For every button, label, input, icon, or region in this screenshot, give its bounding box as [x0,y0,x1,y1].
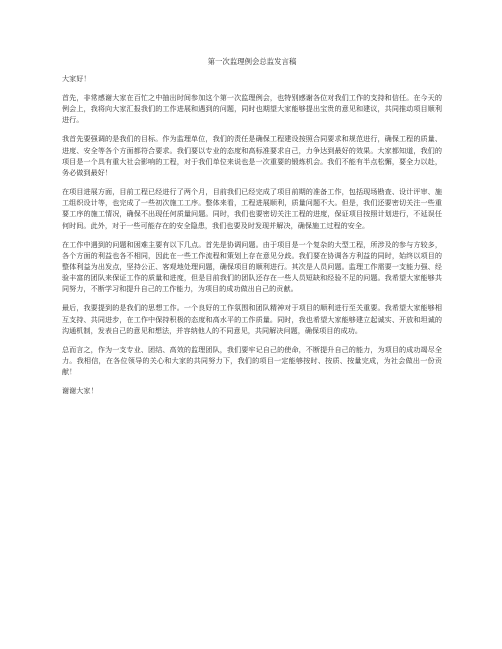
intro-paragraph: 首先，非常感谢大家在百忙之中抽出时间参加这个第一次监理例会，也特别感谢各位对我们工作的支持和信任。在今天的例会上，我将向大家汇报我们的工作进展和遇到的问题，同时也期望大家能够提出宝贵的意见和建议，共同推动项目顺利进行。 [62,93,442,125]
goals-paragraph: 我首先要强调的是我们的目标。作为监理单位，我们的责任是确保工程建设按照合同要求和规范进行，确保工程的质量、进度、安全等各个方面都符合要求。我们要以专业的态度和高标准要求自己，力争达到最好的效果。大家都知道，我们的项目是一个具有重大社会影响的工程，对于我们单位来说也是一次重要的锻炼机会。我们不能有半点松懈，要全力以赴，务必做到最好！ [62,134,442,178]
closing-paragraph: 谢谢大家！ [62,386,98,396]
document-page [62,56,442,404]
teamwork-paragraph: 最后，我要提到的是我们的思想工作。一个良好的工作氛围和团队精神对于项目的顺利进行至关重要。我希望大家能够相互支持、共同进步，在工作中保持积极的态度和高水平的工作质量。同时，我也希望大家能够建立起诚实、开放和坦诚的沟通机制，发表自己的意见和想法，并容纳他人的不同意见，共同解决问题，确保项目的成功。 [62,303,442,335]
document-title: 第一次监理例会总监发言稿 [207,57,297,66]
summary-paragraph: 总而言之，作为一支专业、团结、高效的监理团队，我们要牢记自己的使命，不断提升自己的能力，为项目的成功竭尽全力。我相信，在各位领导的关心和大家的共同努力下，我们的项目一定能够按时、按质、按量完成，为社会做出一份贡献！ [62,344,442,377]
problems-paragraph: 在工作中遇到的问题和困难主要有以下几点。首先是协调问题。由于项目是一个复杂的大型工程，所涉及的参与方较多，各个方面的利益也各不相同，因此在一些工作流程和策划上存在意见分歧。我们要在协调各方利益的同时，始终以项目的整体利益为出发点，坚持公正、客观地处理问题，确保项目的顺利进行。其次是人员问题。监理工作需要一支能力强、经验丰富的团队来保证工作的质量和进度，但是目前我们的团队还存在一些人员短缺和经验不足的问题。我希望大家能够共同努力，不断学习和提升自己的工作能力，为项目的成功做出自己的贡献。 [62,239,442,294]
progress-paragraph: 在项目进展方面，目前工程已经进行了两个月，目前我们已经完成了项目前期的准备工作，包括现场勘查、设计评审、施工组织设计等，也完成了一些初次施工工序。整体来看，工程进展顺利，质量问题不大。但是，我们还要密切关注一些重要工序的施工情况，确保不出现任何质量问题。同时，我们也要密切关注工程的进度，保证项目按照计划进行，不延误任何时间。此外，对于一些可能存在的安全隐患，我们也要及时发现并解决，确保施工过程的安全。 [62,187,442,230]
greeting-paragraph: 大家好！ [62,74,91,83]
